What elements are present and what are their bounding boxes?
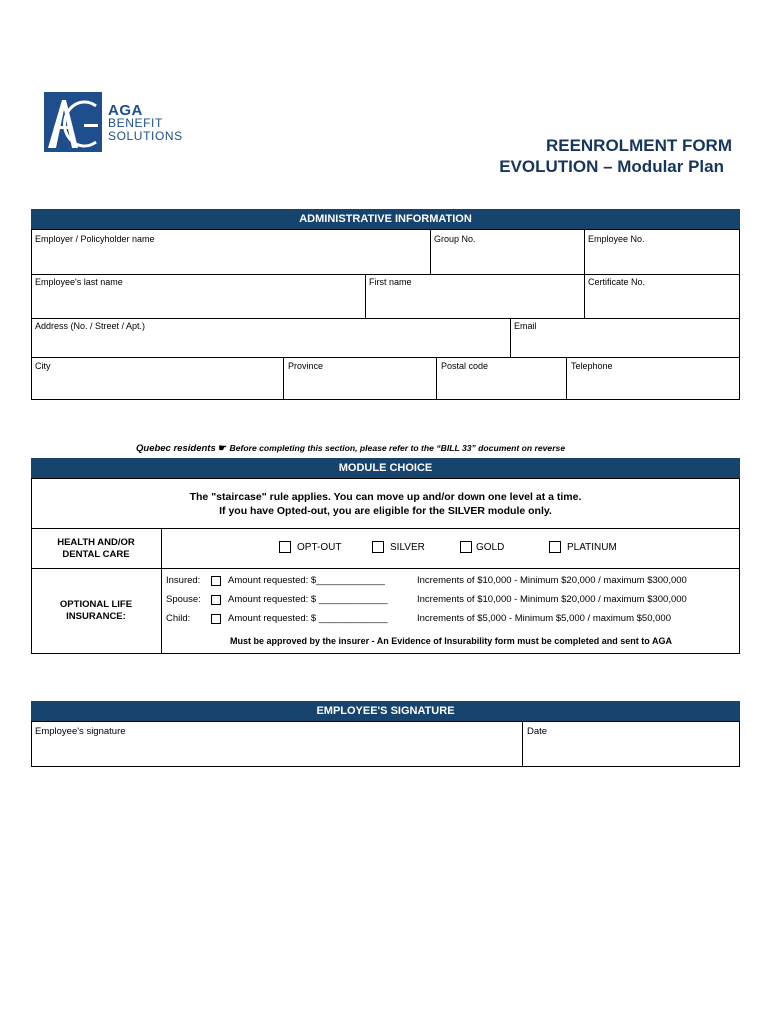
quebec-note <box>136 443 565 454</box>
module-divider-1 <box>31 528 740 529</box>
spouse-increments: Increments of $10,000 - Minimum $20,000 / maximum $300,000 <box>417 594 687 605</box>
province-field-label: Province <box>288 361 324 371</box>
module-header: MODULE CHOICE <box>31 458 740 478</box>
pointing-hand-icon: ☛ <box>218 443 227 454</box>
admin-row-divider-1 <box>31 274 740 275</box>
logo-line-2: BENEFIT <box>108 116 163 130</box>
approval-note: Must be approved by the insurer - An Evidence of Insurability form must be completed and sent to AGA <box>230 636 672 646</box>
divider <box>365 274 366 318</box>
admin-header: ADMINISTRATIVE INFORMATION <box>31 209 740 229</box>
city-field-label: City <box>35 361 51 371</box>
opted-out-rule: If you have Opted-out, you are eligible for the SILVER module only. <box>219 505 552 517</box>
logo-wordmark <box>108 104 183 143</box>
life-row-insured-who: Insured: <box>166 575 201 586</box>
divider <box>566 357 567 400</box>
silver-checkbox[interactable] <box>372 541 384 553</box>
divider <box>430 229 431 275</box>
life-row-spouse-who: Spouse: <box>166 594 201 605</box>
opt-out-checkbox[interactable] <box>279 541 291 553</box>
gold-label: GOLD <box>476 542 505 553</box>
platinum-label: PLATINUM <box>567 542 617 553</box>
divider <box>522 721 523 767</box>
divider <box>584 274 585 318</box>
divider <box>283 357 284 400</box>
insured-amount[interactable]: Amount requested: $_____________ <box>228 575 385 586</box>
date-field-label: Date <box>527 726 548 737</box>
employee-no-field-label: Employee No. <box>588 234 645 244</box>
aga-logo-icon <box>44 92 102 152</box>
module-divider-2 <box>31 568 740 569</box>
spouse-amount[interactable]: Amount requested: $ _____________ <box>228 594 388 605</box>
email-field-label: Email <box>514 321 537 331</box>
insured-checkbox[interactable] <box>211 576 221 586</box>
logo-line-1: AGA <box>108 102 143 119</box>
life-row-child-who: Child: <box>166 613 191 624</box>
insured-increments: Increments of $10,000 - Minimum $20,000 / maximum $300,000 <box>417 575 687 586</box>
employee-signature-field-label: Employee's signature <box>35 726 126 737</box>
form-title: REENROLMENT FORM <box>545 136 732 155</box>
health-dental-label: HEALTH AND/OR DENTAL CARE <box>57 537 135 560</box>
first-name-field-label: First name <box>369 277 412 287</box>
optional-life-label: OPTIONAL LIFE INSURANCE: <box>59 599 133 622</box>
divider <box>584 229 585 275</box>
admin-row-divider-3 <box>31 357 740 358</box>
quebec-note-lead: Quebec residents <box>136 443 216 454</box>
gold-checkbox[interactable] <box>460 541 472 553</box>
child-amount[interactable]: Amount requested: $ _____________ <box>228 613 388 624</box>
child-increments: Increments of $5,000 - Minimum $5,000 / maximum $50,000 <box>417 613 671 624</box>
last-name-field-label: Employee's last name <box>35 277 123 287</box>
form-subtitle: EVOLUTION – Modular Plan <box>499 157 724 176</box>
silver-label: SILVER <box>390 542 425 553</box>
quebec-note-text: Before completing this section, please refer to the “BILL 33” document on reverse <box>229 443 566 453</box>
telephone-field-label: Telephone <box>571 361 613 371</box>
address-field-label: Address (No. / Street / Apt.) <box>35 321 146 331</box>
opt-out-label: OPT-OUT <box>297 542 342 553</box>
certificate-no-field-label: Certificate No. <box>588 277 646 287</box>
signature-section <box>31 721 740 767</box>
admin-row-divider-2 <box>31 318 740 319</box>
admin-section <box>31 229 740 400</box>
postal-code-field-label: Postal code <box>441 361 489 371</box>
child-checkbox[interactable] <box>211 614 221 624</box>
divider <box>510 318 511 358</box>
staircase-rule: The "staircase" rule applies. You can move up and/or down one level at a time. <box>189 491 582 503</box>
platinum-checkbox[interactable] <box>549 541 561 553</box>
signature-header: EMPLOYEE'S SIGNATURE <box>31 701 740 721</box>
logo-line-3: SOLUTIONS <box>108 129 183 143</box>
aga-logo-mark <box>44 92 102 152</box>
employer-field-label: Employer / Policyholder name <box>35 234 155 244</box>
spouse-checkbox[interactable] <box>211 595 221 605</box>
group-no-field-label: Group No. <box>434 234 476 244</box>
divider <box>436 357 437 400</box>
